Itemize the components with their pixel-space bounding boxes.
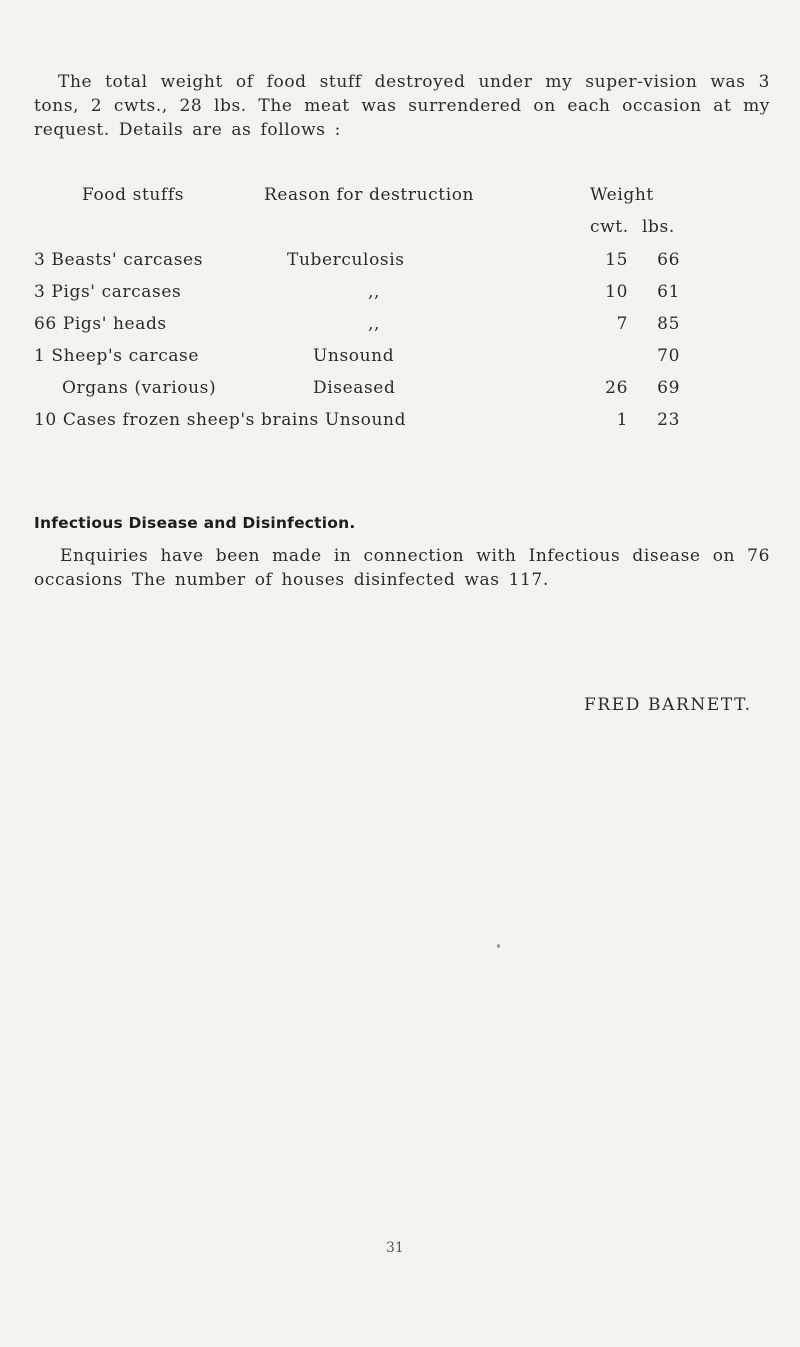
header-food-stuffs: Food stuffs	[82, 185, 185, 205]
row-item: 3 Pigs' carcases	[34, 282, 182, 302]
row-lbs: 61	[657, 282, 680, 302]
header-lbs: lbs.	[642, 217, 675, 237]
page-number: 31	[386, 1240, 404, 1256]
row-reason: Diseased	[313, 378, 396, 398]
row-cwt: 15	[605, 250, 628, 270]
row-item: 66 Pigs' heads	[34, 314, 167, 334]
row-item: Organs (various)	[62, 378, 217, 398]
section-heading: Infectious Disease and Disinfection.	[34, 514, 356, 532]
row-cwt: 7	[616, 314, 628, 334]
row-lbs: 23	[657, 410, 680, 430]
row-reason: Tuberculosis	[287, 250, 405, 270]
row-reason: ,,	[368, 314, 381, 334]
row-lbs: 70	[657, 346, 680, 366]
row-reason: Unsound	[313, 346, 395, 366]
intro-paragraph: The total weight of food stuff destroyed under my super-vision was 3 tons, 2 cwts., 28 lbs. The meat was surrendered on each occasion at my request. Details are as follows :	[34, 72, 770, 140]
row-lbs: 69	[657, 378, 680, 398]
signature: FRED BARNETT.	[584, 695, 752, 715]
row-cwt: 26	[605, 378, 628, 398]
header-reason: Reason for destruction	[264, 185, 475, 205]
header-cwt: cwt.	[590, 217, 629, 237]
paper-speck	[497, 944, 500, 948]
row-lbs: 66	[657, 250, 680, 270]
row-item: 10 Cases frozen sheep's brains Unsound	[34, 410, 407, 430]
header-weight: Weight	[590, 185, 654, 205]
row-lbs: 85	[657, 314, 680, 334]
section-paragraph: Enquiries have been made in connection with Infectious disease on 76 occasions The number of houses disinfected was 117.	[34, 546, 770, 590]
row-cwt: 1	[616, 410, 628, 430]
row-cwt: 10	[605, 282, 628, 302]
row-reason: ,,	[368, 282, 381, 302]
row-item: 3 Beasts' carcases	[34, 250, 204, 270]
row-item: 1 Sheep's carcase	[34, 346, 200, 366]
